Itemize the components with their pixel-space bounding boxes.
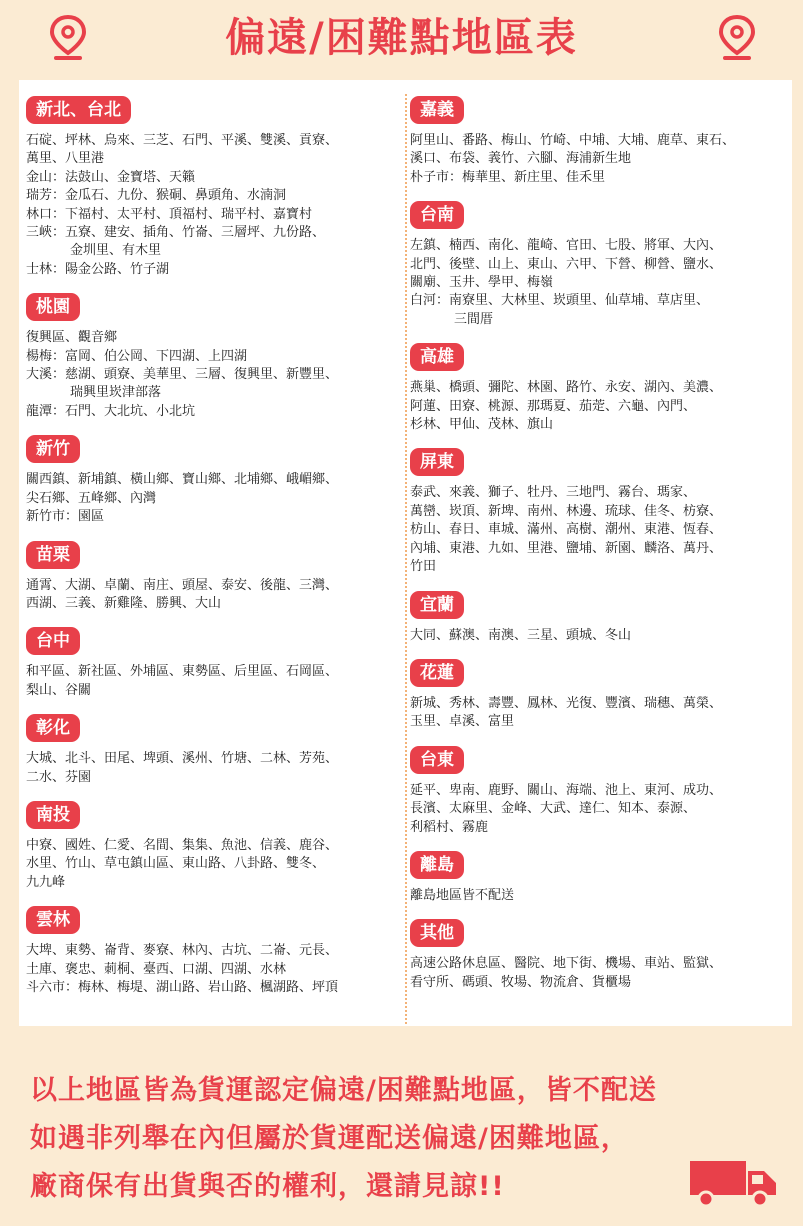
region-list xyxy=(410,484,796,576)
region-line: 阿里山、番路、梅山、竹崎、中埔、大埔、鹿草、東石、 xyxy=(410,133,736,148)
region-line: 萬巒、崁頂、新埤、南州、林邊、琉球、佳冬、枋寮、 xyxy=(410,503,723,519)
region-line: 水里、竹山、草屯鎮山區、東山路、八卦路、雙冬、 xyxy=(26,856,326,872)
region-line: 左鎮、楠西、南化、龍崎、官田、七股、將軍、大內、 xyxy=(410,238,723,254)
region-line: 北門、後壁、山上、東山、六甲、下營、柳營、鹽水、 xyxy=(410,256,723,272)
region-badge: 苗栗 xyxy=(26,541,80,569)
region-section xyxy=(26,801,398,892)
region-line: 三峽：五寮、建安、插角、竹崙、三層坪、九份路、 xyxy=(26,225,326,241)
region-section xyxy=(410,343,796,434)
region-line: 金圳里、有木里 xyxy=(70,243,162,259)
region-list xyxy=(410,782,796,837)
region-list xyxy=(26,942,398,997)
right-column xyxy=(410,96,796,1006)
region-badge: 雲林 xyxy=(26,906,80,934)
region-line: 延平、卑南、鹿野、關山、海端、池上、東河、成功、 xyxy=(410,782,723,798)
region-badge: 其他 xyxy=(410,919,464,947)
region-badge: 台南 xyxy=(410,201,464,229)
region-line: 萬里、八里港 xyxy=(26,151,105,167)
region-line: 梨山、谷關 xyxy=(26,682,92,698)
region-badge: 台中 xyxy=(26,627,80,655)
region-section xyxy=(26,96,398,279)
region-line: 楊梅：富岡、伯公岡、下四湖、上四湖 xyxy=(26,348,248,364)
region-line: 土庫、褒忠、莿桐、臺西、口湖、四湖、水林 xyxy=(26,961,287,977)
region-section xyxy=(26,435,398,526)
region-line: 瑞芳：金瓜石、九份、猴硐、鼻頭角、水湳洞 xyxy=(26,188,287,204)
region-line: 燕巢、橋頭、彌陀、林園、路竹、永安、湖內、美濃、 xyxy=(410,380,723,396)
region-line: 大同、蘇澳、南澳、三星、頭城、冬山 xyxy=(410,627,632,643)
region-line: 朴子市：梅華里、新庄里、佳禾里 xyxy=(410,169,606,185)
region-list xyxy=(26,663,398,700)
region-line: 高速公路休息區、醫院、地下街、機場、車站、監獄、 xyxy=(410,956,723,972)
region-list xyxy=(410,887,796,905)
region-list xyxy=(26,837,398,892)
region-line: 石碇、坪林、烏來、三芝、石門、平溪、雙溪、貢寮、 xyxy=(26,133,339,148)
region-section xyxy=(26,293,398,421)
region-section xyxy=(410,201,796,329)
region-line: 溪口、布袋、義竹、六腳、海浦新生地 xyxy=(410,151,632,167)
region-line: 阿蓮、田寮、桃源、那瑪夏、茄萣、六龜、內門、 xyxy=(410,398,697,414)
location-pin-icon xyxy=(715,13,759,61)
delivery-truck-icon xyxy=(690,1155,780,1211)
region-section xyxy=(410,919,796,992)
column-divider xyxy=(405,94,407,1024)
region-list xyxy=(26,577,398,614)
page-title: 偏遠/困難點地區表 xyxy=(225,15,578,61)
footer-line: 廠商保有出貨與否的權利，還請見諒!! xyxy=(30,1171,505,1202)
region-line: 大城、北斗、田尾、埤頭、溪州、竹塘、二林、芳苑、 xyxy=(26,751,339,767)
region-badge: 新北、台北 xyxy=(26,96,131,124)
region-section xyxy=(410,591,796,645)
region-line: 利稻村、霧鹿 xyxy=(410,819,489,835)
region-line: 復興區、觀音鄉 xyxy=(26,330,118,346)
region-badge: 南投 xyxy=(26,801,80,829)
region-list xyxy=(410,237,796,329)
region-list xyxy=(410,379,796,434)
region-line: 離島地區皆不配送 xyxy=(410,887,515,903)
region-list xyxy=(410,132,796,187)
region-line: 尖石鄉、五峰鄉、內灣 xyxy=(26,490,157,506)
region-section xyxy=(26,627,398,700)
region-badge: 彰化 xyxy=(26,714,80,742)
region-line: 金山：法鼓山、金寶塔、天籟 xyxy=(26,169,196,185)
region-section xyxy=(410,659,796,732)
region-list xyxy=(410,955,796,992)
region-line: 和平區、新社區、外埔區、東勢區、后里區、石岡區、 xyxy=(26,664,339,680)
region-line: 玉里、卓溪、富里 xyxy=(410,714,515,730)
region-section xyxy=(410,448,796,576)
region-section xyxy=(410,746,796,837)
region-badge: 屏東 xyxy=(410,448,464,476)
region-line: 林口：下福村、太平村、頂福村、瑞平村、嘉寶村 xyxy=(26,206,313,222)
header xyxy=(0,0,803,66)
region-line: 枋山、春日、車城、滿州、高樹、潮州、東港、恆春、 xyxy=(410,522,723,538)
footer-line: 以上地區皆為貨運認定偏遠/困難點地區，皆不配送 xyxy=(30,1075,657,1106)
region-badge: 桃園 xyxy=(26,293,80,321)
region-badge: 嘉義 xyxy=(410,96,464,124)
region-line: 二水、芬園 xyxy=(26,769,92,785)
region-line: 泰武、來義、獅子、牡丹、三地門、霧台、瑪家、 xyxy=(410,485,697,501)
footer xyxy=(0,1040,803,1226)
region-line: 士林：陽金公路、竹子湖 xyxy=(26,261,170,277)
region-section xyxy=(26,906,398,997)
region-section xyxy=(410,851,796,905)
region-line: 竹田 xyxy=(410,559,437,575)
region-line: 看守所、碼頭、牧場、物流倉、貨櫃場 xyxy=(410,974,632,990)
region-section xyxy=(410,96,796,187)
region-line: 龍潭：石門、大北坑、小北坑 xyxy=(26,403,196,419)
region-line: 關廟、玉井、學甲、梅嶺 xyxy=(410,275,554,291)
region-line: 西湖、三義、新雞隆、勝興、大山 xyxy=(26,595,222,611)
region-line: 大溪：慈湖、頭寮、美華里、三層、復興里、新豐里、 xyxy=(26,367,339,383)
region-line: 九九峰 xyxy=(26,874,66,890)
region-list xyxy=(26,750,398,787)
region-line: 三間厝 xyxy=(454,311,494,327)
region-list xyxy=(410,627,796,645)
region-badge: 高雄 xyxy=(410,343,464,371)
region-line: 新竹市：園區 xyxy=(26,509,105,525)
region-list xyxy=(26,132,398,279)
region-badge: 花蓮 xyxy=(410,659,464,687)
region-list xyxy=(410,695,796,732)
region-line: 杉林、甲仙、茂林、旗山 xyxy=(410,417,554,433)
region-badge: 台東 xyxy=(410,746,464,774)
left-column xyxy=(26,96,398,1011)
region-line: 內埔、東港、九如、里港、鹽埔、新園、麟洛、萬丹、 xyxy=(410,540,723,556)
region-line: 斗六市：梅林、梅堤、湖山路、岩山路、楓湖路、坪頂 xyxy=(26,979,339,995)
region-badge: 離島 xyxy=(410,851,464,879)
region-badge: 新竹 xyxy=(26,435,80,463)
region-section xyxy=(26,714,398,787)
region-line: 大埤、東勢、崙背、麥寮、林內、古坑、二崙、元長、 xyxy=(26,943,339,959)
region-line: 新城、秀林、壽豐、鳳林、光復、豐濱、瑞穗、萬榮、 xyxy=(410,695,723,711)
region-list xyxy=(26,329,398,421)
region-line: 通霄、大湖、卓蘭、南庄、頭屋、泰安、後龍、三灣、 xyxy=(26,577,339,593)
footer-line: 如遇非列舉在內但屬於貨運配送偏遠/困難地區， xyxy=(30,1123,629,1154)
region-section xyxy=(26,541,398,614)
region-line: 長濱、太麻里、金峰、大武、達仁、知本、泰源、 xyxy=(410,801,697,817)
region-list xyxy=(26,471,398,526)
region-badge: 宜蘭 xyxy=(410,591,464,619)
region-line: 關西鎮、新埔鎮、橫山鄉、寶山鄉、北埔鄉、峨嵋鄉、 xyxy=(26,472,339,488)
region-line: 中寮、國姓、仁愛、名間、集集、魚池、信義、鹿谷、 xyxy=(26,837,339,853)
region-line: 瑞興里崁津部落 xyxy=(70,385,162,401)
region-line: 白河：南寮里、大林里、崁頭里、仙草埔、草店里、 xyxy=(410,293,710,309)
